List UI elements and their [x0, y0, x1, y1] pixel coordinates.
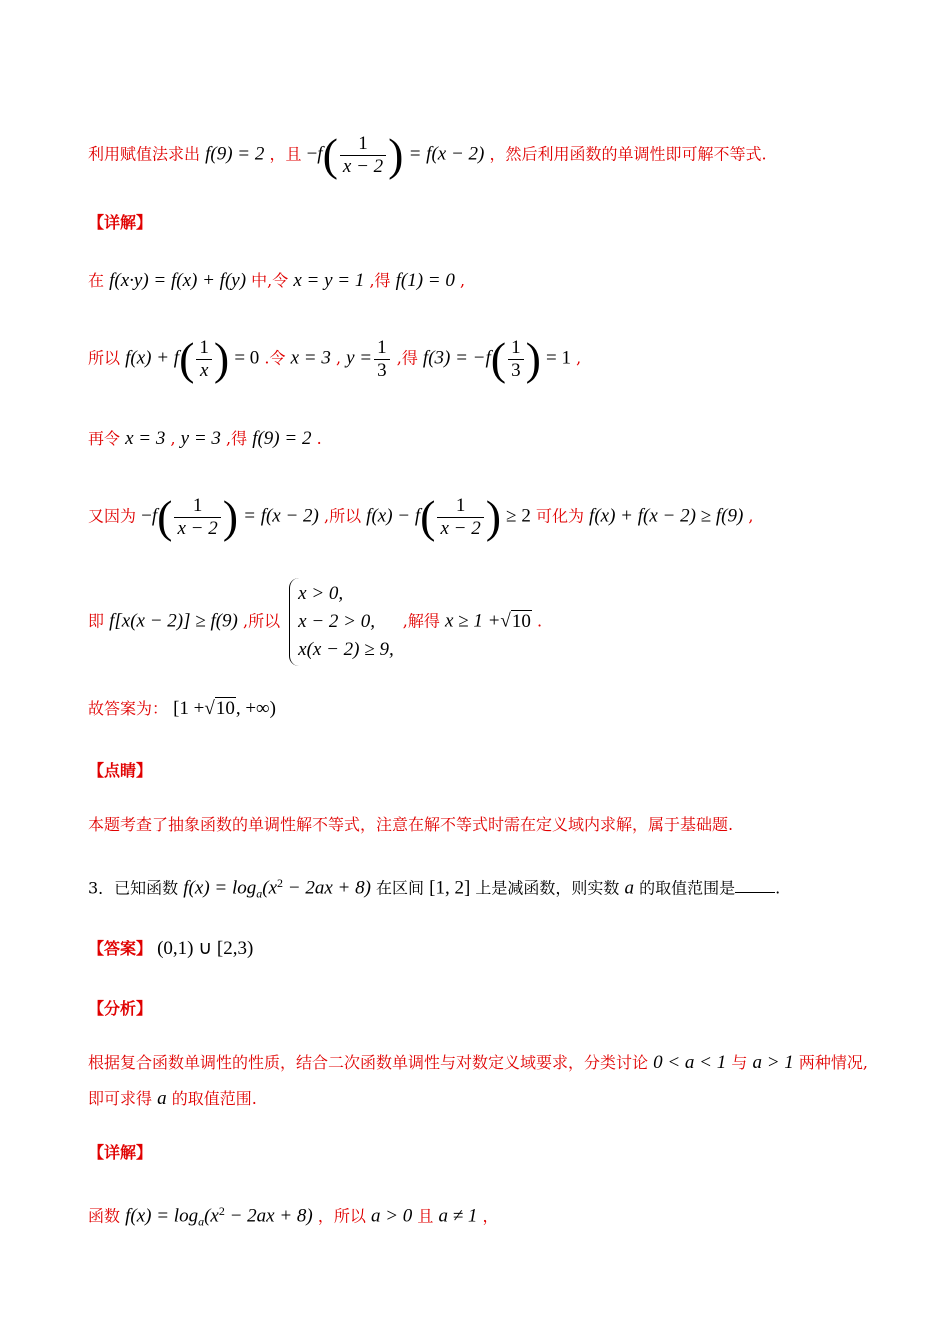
text-run: 3．已知函数: [88, 878, 179, 898]
section-tag-detail-2: 【详解】: [88, 1143, 153, 1162]
fraction: $\frac{1}{x - 2}$: [340, 133, 386, 178]
math-range: a > 1: [752, 1052, 794, 1073]
text-line-4: [88, 428, 890, 450]
math-a: a: [624, 877, 634, 899]
math-x-eq-y: x = y = 1: [293, 270, 365, 291]
text-run: ,: [748, 506, 754, 526]
text-run: 函数: [88, 1206, 121, 1226]
fraction: $\frac{1}{3}$: [374, 337, 390, 382]
text-run: 即可求得: [88, 1089, 153, 1108]
text-run: .: [536, 611, 543, 631]
math-y: y =: [346, 347, 373, 369]
math-functional-eq: f(x·y) = f(x) + f(y): [109, 270, 247, 291]
text-run: 即: [88, 611, 105, 631]
text-run: ,: [335, 348, 342, 368]
math-expr: (x: [262, 877, 278, 899]
text-run: 根据复合函数单调性的性质，结合二次函数单调性与对数定义域要求，分类讨论: [88, 1053, 649, 1072]
sqrt-radicand: 10: [511, 610, 531, 632]
text-run: ,得: [369, 271, 391, 290]
math-interval: [1 +: [173, 698, 205, 719]
text-run: ，且: [269, 144, 302, 164]
math-ge2: ≥ 2: [506, 505, 531, 527]
text-run: ,得: [396, 348, 418, 368]
sqrt-sign: √: [500, 610, 511, 632]
text-line-8: 本题考查了抽象函数的单调性解不等式，注意在解不等式时需在定义域内求解，属于基础题.: [88, 815, 734, 834]
math-x3: x = 3: [125, 428, 166, 449]
math-y3: y = 3: [180, 428, 221, 449]
text-run: 且: [417, 1206, 434, 1226]
sqrt-sign: √: [204, 698, 215, 719]
text-run: 在区间: [376, 878, 425, 898]
math-fx-2: = f(x − 2): [408, 143, 485, 165]
text-run: ，所以: [317, 1206, 366, 1226]
math-expr: (x: [204, 1205, 219, 1227]
math-f3: f(3) = −f: [422, 347, 491, 369]
text-line-10: [88, 1088, 890, 1110]
math-a-ne-1: a ≠ 1: [438, 1205, 478, 1227]
log-base: a: [198, 1214, 205, 1229]
system-row: x − 2 > 0,: [298, 611, 375, 632]
system-row: x(x − 2) ≥ 9,: [298, 639, 394, 660]
math-x3: x = 3: [290, 347, 331, 369]
math-ineq: f[x(x − 2)] ≥ f(9): [109, 610, 238, 632]
math-expr: − 2ax + 8): [283, 877, 371, 899]
text-run: 再令: [88, 429, 121, 448]
fraction: $\frac{1}{x - 2}$: [174, 495, 220, 540]
exponent: 2: [218, 1204, 225, 1218]
math-fx-2: = f(x − 2): [243, 505, 319, 527]
math-expr: f(x) − f: [366, 505, 421, 527]
text-line-1: 利用赋值法求出 f(9) = 2 ，且 −f( $\frac{1}{x - 2}$ ) = f(x − 2) ，然后利用函数的单调性即可解不等式.: [88, 129, 767, 180]
fraction: $\frac{1}{3}$: [508, 337, 524, 382]
text-run: ，然后利用函数的单调性即可解不等式.: [489, 144, 767, 164]
log-base: a: [256, 886, 263, 901]
sqrt-radicand: 10: [215, 698, 235, 719]
math-neg-f: −f: [306, 143, 323, 165]
math-expr: − 2ax + 8): [224, 1205, 313, 1227]
section-tag-answer: 【答案】: [88, 939, 153, 958]
answer-line: [88, 938, 890, 960]
math-log: f(x) = log: [125, 1205, 199, 1227]
section-tag-analysis: 【分析】: [88, 999, 153, 1018]
fraction: $\frac{1}{x}$: [196, 337, 212, 382]
text-run: ,解得: [402, 611, 440, 631]
math-interval: [1, 2]: [429, 877, 471, 899]
text-run: 两种情况,: [798, 1053, 868, 1072]
text-run: 又因为: [88, 506, 137, 526]
text-run: 故答案为：: [88, 699, 169, 718]
text-run: .: [775, 878, 781, 898]
text-run: 所以: [88, 348, 121, 368]
section-tag-detail: 【详解】: [88, 213, 153, 232]
text-run: ,: [459, 271, 466, 290]
math-f1: f(1) = 0: [395, 270, 455, 291]
text-run: 中,令: [251, 271, 289, 290]
answer-blank: [735, 876, 775, 893]
math-f9: f(9) = 2: [252, 428, 312, 449]
math-interval-end: , +∞): [235, 698, 276, 719]
text-run: ，: [482, 1206, 499, 1226]
math-range: 0 < a < 1: [653, 1052, 727, 1073]
math-log: f(x) = log: [183, 877, 257, 899]
math-a-pos: a > 0: [370, 1205, 413, 1227]
text-line-3: 所以 f(x) + f( $\frac{1}{x}$ ) = 0 .令 x = 3 , y = $\frac{1}{3}$ ,得 f(3) = −f( $\frac{1}{3}$ ) = 1 ,: [88, 333, 582, 384]
equation-system: [289, 578, 394, 666]
text-run: ,所以: [323, 506, 362, 526]
math-f9: f(9) = 2: [205, 143, 265, 165]
math-eq0: = 0: [234, 347, 260, 369]
text-run: ,: [170, 429, 176, 448]
section-tag-dianjing: 【点睛】: [88, 761, 153, 780]
text-run: 在: [88, 271, 105, 290]
text-run: .: [316, 429, 322, 448]
fraction: $\frac{1}{x - 2}$: [437, 495, 483, 540]
math-a: a: [157, 1088, 167, 1109]
text-line-6: [88, 578, 890, 666]
text-line-2: [88, 270, 890, 292]
text-run: ,得: [226, 429, 248, 448]
question-3: [88, 872, 890, 905]
text-line-7: [88, 698, 890, 720]
text-run: ,所以: [242, 611, 281, 631]
text-run: 上是减函数，则实数: [475, 878, 620, 898]
math-eq1: = 1: [546, 347, 571, 369]
text-run: ,: [576, 348, 582, 368]
text-run: .令: [264, 348, 286, 368]
system-row: x > 0,: [298, 583, 344, 604]
text-run: 的取值范围.: [171, 1089, 257, 1108]
text-run: 与: [731, 1053, 748, 1072]
math-answer: (0,1) ∪ [2,3): [157, 938, 254, 959]
text-line-9: [88, 1052, 890, 1074]
math-solution: x ≥ 1 +: [444, 610, 501, 632]
exponent: 2: [277, 876, 284, 890]
text-run: 可化为: [535, 506, 584, 526]
text-run: 的取值范围是: [639, 878, 736, 898]
text-run: 利用赋值法求出: [88, 144, 201, 164]
text-line-5: 又因为 −f( $\frac{1}{x - 2}$ ) = f(x − 2) ,所以 f(x) − f( $\frac{1}{x - 2}$ ) ≥ 2 可化为 f(x) + f(x − 2) ≥ f(9) ,: [88, 491, 754, 542]
math-expr: f(x) + f: [125, 347, 180, 369]
text-line-11: [88, 1200, 890, 1233]
math-ineq: f(x) + f(x − 2) ≥ f(9): [589, 505, 744, 527]
